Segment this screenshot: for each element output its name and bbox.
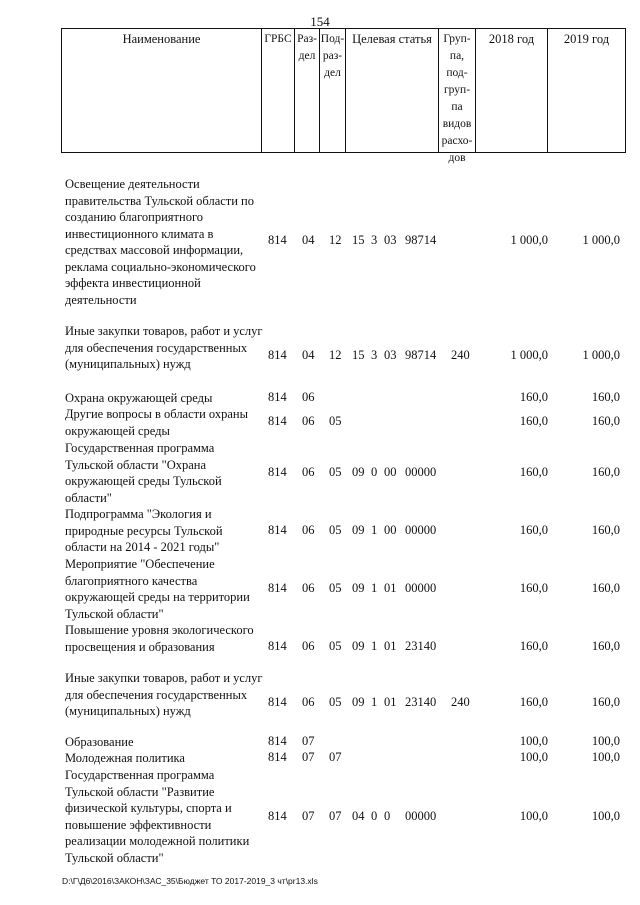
row-name: Мероприятие "Обеспечение благоприятного качества окружающей среды на территории Тульской области" — [65, 557, 250, 621]
row-target-direction: 00000 — [405, 523, 437, 537]
row-grbs: 814 — [268, 695, 287, 709]
row-value-2018: 100,0 — [519, 734, 548, 748]
row-target-main-event: 03 — [384, 348, 397, 362]
row-razdel: 06 — [302, 523, 315, 537]
row-target-program: 09 — [352, 639, 365, 653]
row-value-2019: 160,0 — [591, 581, 620, 595]
row-grbs: 814 — [268, 581, 287, 595]
row-target-direction: 00000 — [405, 809, 437, 823]
row-razdel: 07 — [302, 809, 315, 823]
row-grbs: 814 — [268, 390, 287, 404]
row-grbs: 814 — [268, 414, 287, 428]
row-razdel: 06 — [302, 414, 315, 428]
row-value-2019: 160,0 — [591, 523, 620, 537]
row-value-2018: 1 000,0 — [510, 348, 548, 362]
row-target-main-event: 00 — [384, 523, 397, 537]
row-podrazdel: 05 — [329, 465, 342, 479]
row-value-2018: 160,0 — [519, 639, 548, 653]
header-target-article: Целевая статья — [346, 29, 439, 152]
row-target-subprogram: 1 — [371, 639, 378, 653]
row-razdel: 06 — [302, 639, 315, 653]
header-2018: 2018 год — [476, 29, 548, 152]
row-target-main-event: 0 — [384, 809, 391, 823]
row-value-2019: 100,0 — [591, 750, 620, 764]
row-podrazdel: 07 — [329, 809, 342, 823]
row-razdel: 04 — [302, 233, 315, 247]
header-name: Наименование — [62, 29, 262, 152]
row-razdel: 06 — [302, 695, 315, 709]
row-target-direction: 98714 — [405, 348, 437, 362]
row-name: Государственная программа Тульской области "Охрана окружающей среды Тульской области" — [65, 441, 222, 505]
header-expense-group: Груп- па, под- груп- па видов расхо- дов — [439, 29, 476, 152]
row-name: Образование — [65, 735, 134, 749]
row-grbs: 814 — [268, 750, 287, 764]
row-razdel: 07 — [302, 750, 315, 764]
row-value-2018: 160,0 — [519, 414, 548, 428]
row-value-2019: 160,0 — [591, 465, 620, 479]
row-target-direction: 00000 — [405, 465, 437, 479]
row-name: Иные закупки товаров, работ и услуг для обеспечения государственных (муниципальных) нужд — [65, 671, 263, 718]
row-grbs: 814 — [268, 465, 287, 479]
row-value-2019: 100,0 — [591, 809, 620, 823]
row-podrazdel: 05 — [329, 639, 342, 653]
row-razdel: 06 — [302, 581, 315, 595]
row-value-2018: 100,0 — [519, 750, 548, 764]
row-target-program: 09 — [352, 581, 365, 595]
row-target-subprogram: 3 — [371, 233, 378, 247]
row-target-program: 04 — [352, 809, 365, 823]
row-grbs: 814 — [268, 523, 287, 537]
row-target-program: 09 — [352, 695, 365, 709]
row-name: Освещение деятельности правительства Тульской области по созданию благоприятного инвестиционного климата в средствах массовой информации, реклама социально-экономического эффекта инвестиционной деятельности — [65, 177, 256, 307]
row-grbs: 814 — [268, 233, 287, 247]
row-target-main-event: 01 — [384, 639, 397, 653]
row-value-2018: 160,0 — [519, 390, 548, 404]
file-path-footer: D:\Г\Д6\2016\ЗАКОН\ЗАС_35\Бюджет ТО 2017-2019_3 чт\pr13.xls — [62, 876, 318, 886]
row-value-2018: 160,0 — [519, 523, 548, 537]
row-target-subprogram: 1 — [371, 523, 378, 537]
row-value-2018: 160,0 — [519, 581, 548, 595]
row-target-program: 15 — [352, 233, 365, 247]
row-target-subprogram: 0 — [371, 465, 378, 479]
row-target-direction: 98714 — [405, 233, 437, 247]
row-podrazdel: 05 — [329, 581, 342, 595]
row-razdel: 07 — [302, 734, 315, 748]
row-value-2019: 160,0 — [591, 695, 620, 709]
row-name: Повышение уровня экологического просвещения и образования — [65, 623, 254, 654]
row-value-2019: 160,0 — [591, 639, 620, 653]
row-name: Молодежная политика — [65, 751, 185, 765]
row-target-main-event: 01 — [384, 581, 397, 595]
table-header — [61, 28, 626, 164]
row-target-direction: 23140 — [405, 639, 437, 653]
row-value-2019: 100,0 — [591, 734, 620, 748]
row-name: Другие вопросы в области охраны окружающей среды — [65, 407, 249, 438]
row-value-2019: 1 000,0 — [582, 348, 620, 362]
row-expense-type: 240 — [451, 348, 470, 362]
page-number: 154 — [310, 14, 330, 29]
row-value-2019: 160,0 — [591, 414, 620, 428]
row-target-direction: 00000 — [405, 581, 437, 595]
row-podrazdel: 05 — [329, 695, 342, 709]
row-target-program: 09 — [352, 465, 365, 479]
row-podrazdel: 12 — [329, 233, 342, 247]
row-podrazdel: 07 — [329, 750, 342, 764]
row-target-subprogram: 1 — [371, 695, 378, 709]
row-name: Подпрограмма "Экология и природные ресурсы Тульской области на 2014 - 2021 годы" — [65, 507, 223, 554]
row-target-main-event: 00 — [384, 465, 397, 479]
row-target-main-event: 01 — [384, 695, 397, 709]
row-target-subprogram: 0 — [371, 809, 378, 823]
row-target-program: 09 — [352, 523, 365, 537]
row-target-program: 15 — [352, 348, 365, 362]
row-podrazdel: 05 — [329, 414, 342, 428]
row-grbs: 814 — [268, 734, 287, 748]
header-2019: 2019 год — [563, 32, 610, 46]
header-razdel: Раз- дел — [295, 29, 320, 152]
header-podrazdel: Под- раз- дел — [320, 29, 346, 152]
row-name: Охрана окружающей среды — [65, 391, 213, 405]
row-podrazdel: 05 — [329, 523, 342, 537]
row-name: Иные закупки товаров, работ и услуг для обеспечения государственных (муниципальных) нужд — [65, 324, 263, 371]
row-value-2019: 1 000,0 — [582, 233, 620, 247]
row-target-main-event: 03 — [384, 233, 397, 247]
row-razdel: 06 — [302, 390, 315, 404]
row-value-2018: 100,0 — [519, 809, 548, 823]
row-podrazdel: 12 — [329, 348, 342, 362]
row-target-subprogram: 1 — [371, 581, 378, 595]
row-value-2019: 160,0 — [591, 390, 620, 404]
row-grbs: 814 — [268, 639, 287, 653]
row-expense-type: 240 — [451, 695, 470, 709]
row-razdel: 04 — [302, 348, 315, 362]
row-value-2018: 1 000,0 — [510, 233, 548, 247]
row-target-subprogram: 3 — [371, 348, 378, 362]
header-grbs: ГРБС — [262, 29, 295, 152]
row-value-2018: 160,0 — [519, 695, 548, 709]
row-value-2018: 160,0 — [519, 465, 548, 479]
row-razdel: 06 — [302, 465, 315, 479]
row-grbs: 814 — [268, 809, 287, 823]
row-name: Государственная программа Тульской области "Развитие физической культуры, спорта и повышение эффективности реализации молодежной политики Тульской области" — [65, 768, 250, 865]
row-grbs: 814 — [268, 348, 287, 362]
row-target-direction: 23140 — [405, 695, 437, 709]
